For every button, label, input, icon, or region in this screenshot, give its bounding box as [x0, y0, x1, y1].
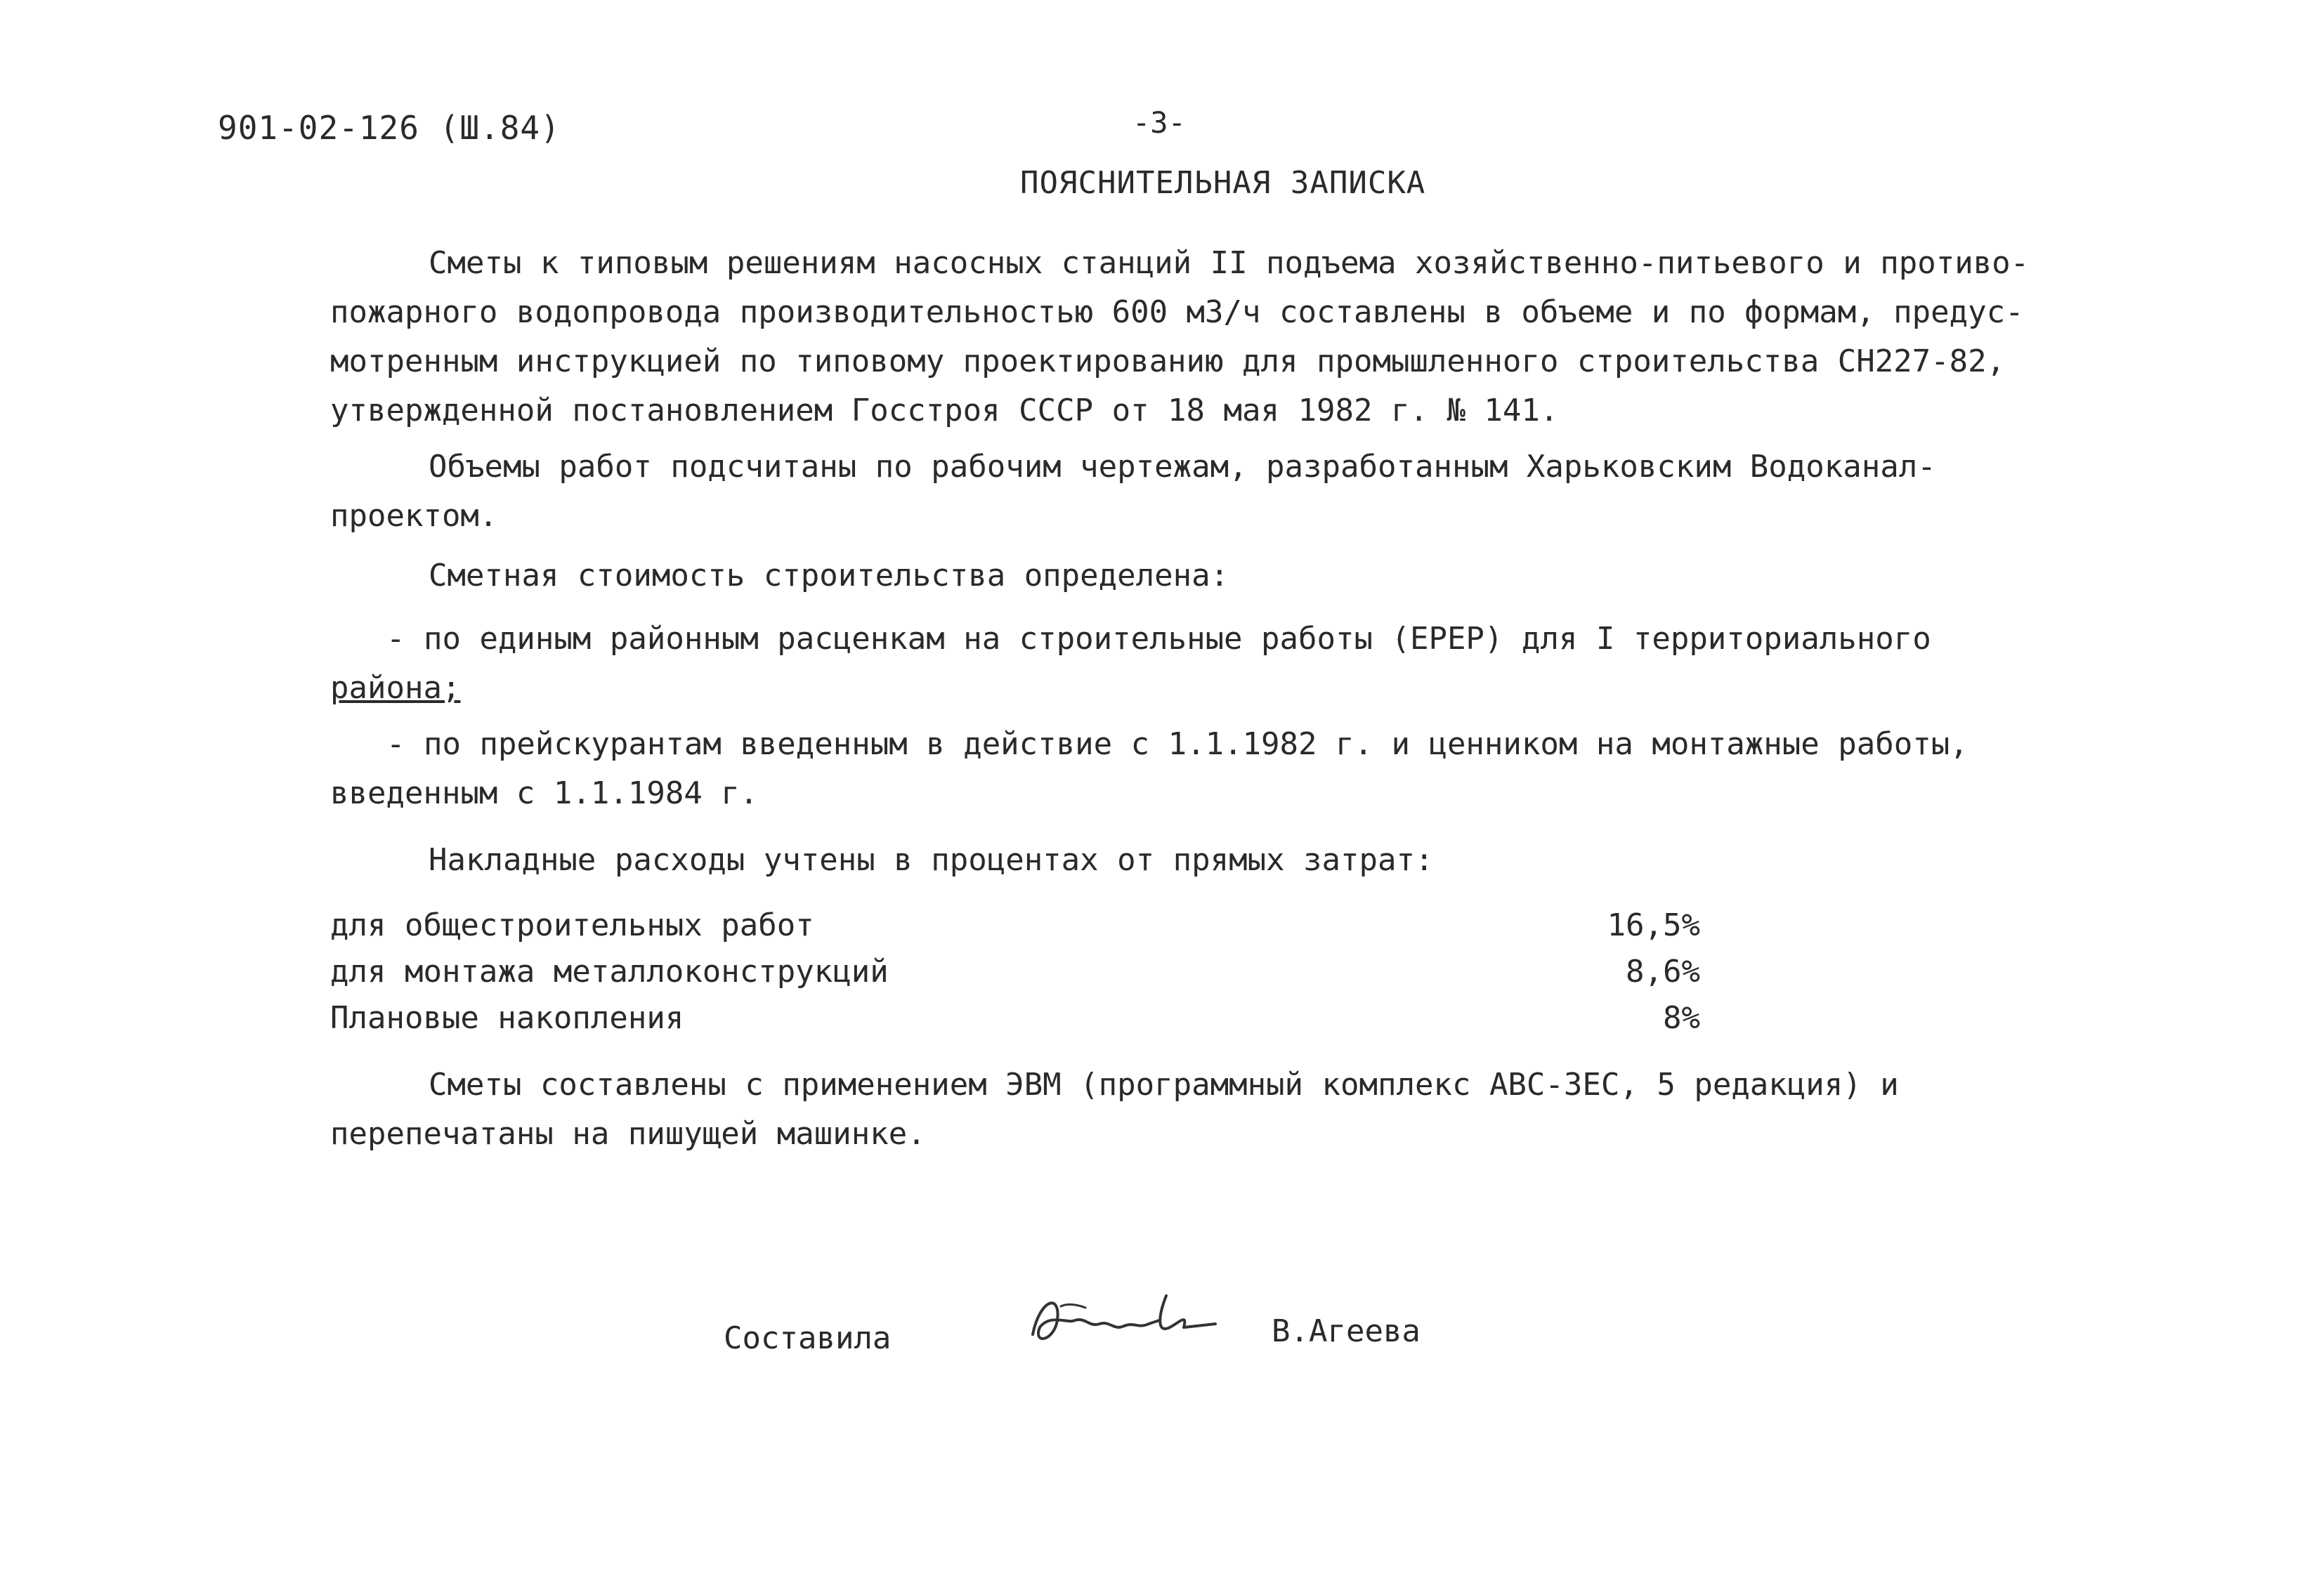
- rate-value: 16,5%: [1607, 907, 1700, 943]
- rate-label: для монтажа металлоконструкций: [330, 954, 889, 990]
- signature-label: Составила: [724, 1320, 892, 1356]
- paragraph-line: проектом.: [330, 498, 498, 534]
- paragraph-line: - по единым районным расценкам на строительные работы (ЕРЕР) для I территориального: [386, 621, 1931, 657]
- paragraph-line: Сметы к типовым решениям насосных станций II подъема хозяйственно-питьевого и противо-: [429, 245, 2030, 281]
- paragraph-line: района;: [330, 670, 461, 706]
- paragraph-work-volumes: [330, 442, 2129, 541]
- handwritten-signature: [1019, 1285, 1243, 1362]
- rate-value: 8,6%: [1626, 954, 1700, 990]
- page-number: -3-: [1132, 105, 1186, 140]
- paragraph-cost-basis: [330, 551, 2129, 600]
- rate-label: Плановые накопления: [330, 1000, 684, 1036]
- paragraph-line: утвержденной постановлением Госстроя СССР от 18 мая 1982 г. № 141.: [330, 393, 1559, 428]
- paragraph-line: мотренным инструкцией по типовому проектированию для промышленного строительства СН227-82,: [330, 343, 2006, 379]
- rate-row-metal: [330, 949, 1700, 995]
- paragraph-line: пожарного водопровода производительностью 600 м3/ч составлены в объеме и по формам, предус-: [330, 294, 2024, 330]
- document-code: 901-02-126 (Ш.84): [218, 109, 561, 147]
- paragraph-regional-rates: [330, 615, 2129, 713]
- overhead-rates-list: [330, 902, 1700, 1042]
- paragraph-line: Сметная стоимость строительства определена:: [429, 558, 1229, 593]
- paragraph-line: Сметы составлены с применением ЭВМ (программный комплекс АВС-ЗЕС, 5 редакция) и: [429, 1067, 1899, 1103]
- document-title: ПОЯСНИТЕЛЬНАЯ ЗАПИСКА: [1020, 165, 1426, 201]
- signer-name: В.Агеева: [1272, 1313, 1421, 1349]
- paragraph-line: Накладные расходы учтены в процентах от прямых затрат:: [429, 842, 1434, 878]
- rate-label: для общестроительных работ: [330, 907, 814, 943]
- rate-row-general: [330, 902, 1700, 949]
- rate-row-planned: [330, 995, 1700, 1042]
- paragraph-overhead: [330, 836, 2129, 885]
- paragraph-line: введенным с 1.1.1984 г.: [330, 775, 759, 811]
- paragraph-line: - по прейскурантам введенным в действие с 1.1.1982 г. и ценником на монтажные работы,: [386, 726, 1969, 762]
- paragraph-estimates-intro: [330, 239, 2129, 435]
- paragraph-line: перепечатаны на пишущей машинке.: [330, 1116, 926, 1152]
- paragraph-line: Объемы работ подсчитаны по рабочим чертежам, разработанным Харьковским Водоканал-: [429, 449, 1936, 485]
- signature-block: [724, 1285, 1496, 1370]
- paragraph-price-lists: [330, 720, 2129, 818]
- rate-value: 8%: [1663, 1000, 1700, 1036]
- paragraph-computer-prepared: [330, 1060, 2129, 1159]
